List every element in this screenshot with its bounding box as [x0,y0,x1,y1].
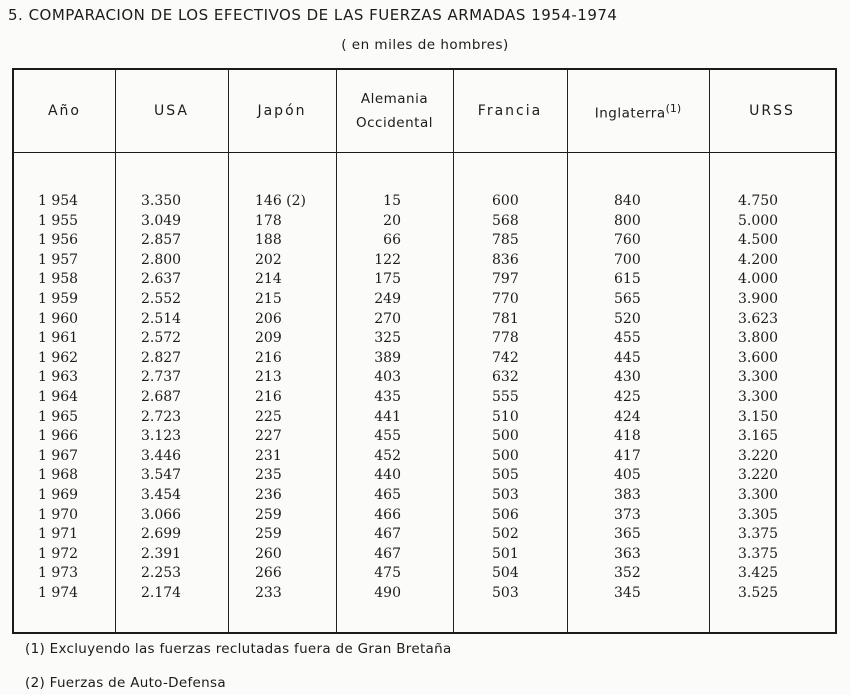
usa-cell: 3.123 [141,428,182,445]
usa-column [141,192,181,603]
usa-cell: 3.454 [141,486,182,503]
year-cell: 1 962 [38,349,79,366]
footnote-2: (2) Fuerzas de Auto-Defensa [25,675,226,691]
column-divider [115,70,116,632]
japan-cell: 209 [255,330,282,347]
header-japan [228,70,336,152]
france-cell: 781 [492,310,519,327]
germany-cell: 475 [374,565,401,582]
footnote-1: (1) Excluyendo las fuerzas reclutadas fuera de Gran Bretaña [25,641,452,657]
france-cell: 785 [492,232,519,249]
uk-cell: 445 [614,349,641,366]
japan-cell: 227 [255,428,282,445]
ussr-cell: 3.300 [738,369,779,386]
ussr-cell: 3.800 [738,330,779,347]
japan-cell: 206 [255,310,282,327]
year-cell: 1 960 [38,310,79,327]
ussr-cell: 3.300 [738,388,779,405]
header-ussr-label: URSS [749,103,795,119]
column-divider [228,70,229,632]
year-cell: 1 973 [38,565,79,582]
uk-cell: 840 [614,193,641,209]
uk-cell: 405 [614,467,641,484]
ussr-column [738,192,778,603]
japan-cell: 215 [255,290,282,307]
year-cell: 1 956 [38,232,79,249]
japan-cell: 236 [255,486,282,503]
uk-column [614,192,641,603]
france-column [492,192,519,603]
ussr-cell: 3.305 [738,506,779,523]
header-uk [567,70,709,152]
uk-cell: 383 [614,486,641,503]
year-cell: 1 967 [38,447,79,464]
uk-cell: 417 [614,447,641,464]
germany-cell: 389 [374,349,401,366]
uk-cell: 455 [614,330,641,347]
germany-cell: 122 [374,251,401,268]
column-divider [567,70,568,632]
ussr-cell: 3.623 [738,310,779,327]
germany-cell: 467 [374,545,401,562]
uk-cell: 800 [614,212,641,229]
france-cell: 568 [492,212,519,229]
year-cell: 1 954 [38,193,79,209]
usa-cell: 3.446 [141,447,182,464]
header-divider [14,152,835,153]
japan-cell: 214 [255,271,282,288]
uk-cell: 520 [614,310,641,327]
germany-cell: 466 [374,506,401,523]
japan-cell: 146 (2) [255,193,307,209]
uk-cell: 352 [614,565,641,582]
year-cell: 1 965 [38,408,79,425]
usa-cell: 3.350 [141,193,182,209]
usa-cell: 2.572 [141,330,182,347]
usa-cell: 2.687 [141,388,182,405]
japan-cell: 235 [255,467,282,484]
germany-cell: 403 [374,369,401,386]
year-cell: 1 964 [38,388,79,405]
france-cell: 742 [492,349,519,366]
germany-cell: 15 [383,193,401,209]
header-japan-label: Japón [257,103,307,119]
usa-cell: 3.547 [141,467,182,484]
ussr-cell: 3.525 [738,584,779,601]
japan-cell: 259 [255,506,282,523]
year-cell: 1 961 [38,330,79,347]
year-cell: 1 957 [38,251,79,268]
header-year [14,70,115,152]
uk-cell: 430 [614,369,641,386]
france-cell: 504 [492,565,519,582]
france-cell: 500 [492,447,519,464]
japan-cell: 216 [255,388,282,405]
uk-cell: 700 [614,251,641,268]
germany-cell: 175 [374,271,401,288]
france-cell: 836 [492,251,519,268]
year-cell: 1 959 [38,290,79,307]
france-cell: 510 [492,408,519,425]
column-divider [453,70,454,632]
uk-cell: 345 [614,584,641,601]
usa-cell: 2.174 [141,584,182,601]
japan-cell: 178 [255,212,282,229]
year-cell: 1 971 [38,526,79,543]
germany-cell: 66 [383,232,401,249]
japan-cell: 233 [255,584,282,601]
france-cell: 797 [492,271,519,288]
usa-cell: 2.800 [141,251,182,268]
header-uk-label: Inglaterra [594,105,666,122]
year-cell: 1 955 [38,212,79,229]
ussr-cell: 3.220 [738,467,779,484]
france-cell: 500 [492,428,519,445]
header-uk-footnote-mark: (1) [665,101,682,115]
ussr-cell: 4.500 [738,232,779,249]
france-cell: 501 [492,545,519,562]
uk-cell: 615 [614,271,641,288]
france-cell: 503 [492,486,519,503]
usa-cell: 2.391 [141,545,182,562]
usa-cell: 2.737 [141,369,182,386]
japan-cell: 266 [255,565,282,582]
header-france-label: Francia [477,103,543,119]
japan-cell: 188 [255,232,282,249]
usa-cell: 2.857 [141,232,182,249]
germany-cell: 20 [383,212,401,229]
usa-cell: 2.552 [141,290,182,307]
japan-cell: 225 [255,408,282,425]
header-france [453,70,567,152]
year-cell: 1 966 [38,428,79,445]
japan-cell: 260 [255,545,282,562]
uk-cell: 424 [614,408,641,425]
ussr-cell: 4.750 [738,193,779,209]
year-cell: 1 968 [38,467,79,484]
ussr-cell: 3.220 [738,447,779,464]
usa-cell: 2.699 [141,526,182,543]
uk-cell: 365 [614,526,641,543]
usa-cell: 2.253 [141,565,182,582]
germany-cell: 490 [374,584,401,601]
uk-cell: 418 [614,428,641,445]
table-subtitle: ( en miles de hombres) [341,37,509,53]
germany-cell: 467 [374,526,401,543]
france-cell: 770 [492,290,519,307]
year-cell: 1 969 [38,486,79,503]
year-cell: 1 970 [38,506,79,523]
header-usa-label: USA [154,103,189,119]
year-cell: 1 972 [38,545,79,562]
column-divider [709,70,710,632]
ussr-cell: 4.000 [738,271,779,288]
france-cell: 506 [492,506,519,523]
year-column [38,192,78,603]
data-table [12,68,837,634]
japan-cell: 216 [255,349,282,366]
usa-cell: 2.827 [141,349,182,366]
ussr-cell: 3.150 [738,408,779,425]
germany-cell: 465 [374,486,401,503]
france-cell: 600 [492,193,519,209]
usa-cell: 2.637 [141,271,182,288]
germany-cell: 325 [374,330,401,347]
germany-cell: 452 [374,447,401,464]
uk-cell: 565 [614,290,641,307]
ussr-cell: 3.375 [738,526,779,543]
ussr-cell: 3.300 [738,486,779,503]
ussr-cell: 3.425 [738,565,779,582]
header-germany [336,70,453,152]
usa-cell: 3.066 [141,506,182,523]
germany-cell: 440 [374,467,401,484]
year-cell: 1 963 [38,369,79,386]
japan-cell: 259 [255,526,282,543]
header-germany-line1: Alemania [360,91,429,107]
year-cell: 1 958 [38,271,79,288]
usa-cell: 2.514 [141,310,182,327]
usa-cell: 2.723 [141,408,182,425]
japan-cell: 213 [255,369,282,386]
ussr-cell: 5.000 [738,212,779,229]
france-cell: 505 [492,467,519,484]
france-cell: 503 [492,584,519,601]
france-cell: 632 [492,369,519,386]
france-cell: 502 [492,526,519,543]
ussr-cell: 3.165 [738,428,779,445]
column-divider [336,70,337,632]
japan-cell: 202 [255,251,282,268]
germany-column [344,192,401,603]
header-usa [115,70,228,152]
ussr-cell: 4.200 [738,251,779,268]
germany-cell: 455 [374,428,401,445]
uk-cell: 373 [614,506,641,523]
germany-cell: 249 [374,290,401,307]
ussr-cell: 3.600 [738,349,779,366]
france-cell: 778 [492,330,519,347]
germany-cell: 435 [374,388,401,405]
uk-cell: 363 [614,545,641,562]
japan-column [255,192,306,603]
ussr-cell: 3.900 [738,290,779,307]
germany-cell: 441 [374,408,401,425]
year-cell: 1 974 [38,584,79,601]
usa-cell: 3.049 [141,212,182,229]
japan-cell: 231 [255,447,282,464]
header-ussr [709,70,835,152]
uk-cell: 425 [614,388,641,405]
germany-cell: 270 [374,310,401,327]
france-cell: 555 [492,388,519,405]
header-year-label: Año [47,103,81,119]
header-germany-line2: Occidental [356,115,433,131]
table-title: 5. COMPARACION DE LOS EFECTIVOS DE LAS FUERZAS ARMADAS 1954-1974 [8,6,618,24]
uk-cell: 760 [614,232,641,249]
ussr-cell: 3.375 [738,545,779,562]
